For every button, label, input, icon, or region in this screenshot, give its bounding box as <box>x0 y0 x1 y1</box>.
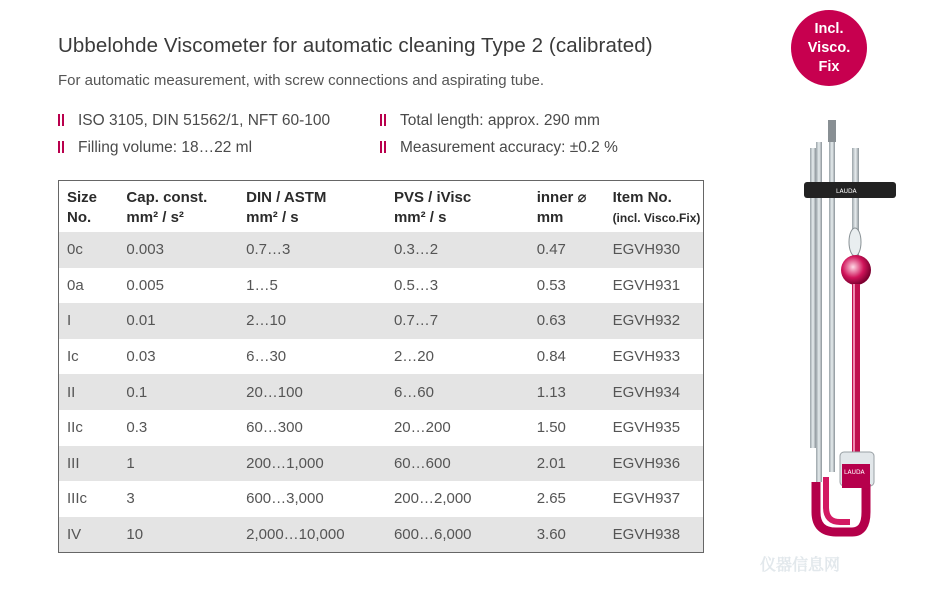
column-header-din-astm: DIN / ASTM mm² / s <box>238 181 386 233</box>
reservoir-label: LAUDA <box>844 469 865 476</box>
viscometer-size-table <box>58 180 704 553</box>
cell-size: III <box>59 446 119 482</box>
cell-inner-diameter: 0.63 <box>529 303 605 339</box>
cell-size: II <box>59 374 119 410</box>
table-row <box>59 446 704 482</box>
table-row <box>59 374 704 410</box>
page-title: Ubbelohde Viscometer for automatic cleaning Type 2 (calibrated) <box>58 34 653 57</box>
spec-item-filling-volume <box>58 139 252 157</box>
badge-line: Incl. <box>814 20 844 37</box>
bullet-marker-icon <box>58 141 64 153</box>
cell-din-astm: 60…300 <box>238 410 386 446</box>
bullet-marker-icon <box>380 114 386 126</box>
cell-pvs-ivisc: 0.7…7 <box>386 303 529 339</box>
cell-size: IIIc <box>59 481 119 517</box>
cell-inner-diameter: 3.60 <box>529 517 605 553</box>
spec-item-standards <box>58 112 330 130</box>
table-row <box>59 410 704 446</box>
cell-item-no: EGVH934 <box>605 374 704 410</box>
spec-text: ISO 3105, DIN 51562/1, NFT 60-100 <box>78 112 331 129</box>
table-row <box>59 481 704 517</box>
cell-cap-const: 0.005 <box>118 268 238 304</box>
table-row <box>59 517 704 553</box>
cell-din-astm: 6…30 <box>238 339 386 375</box>
cell-item-no: EGVH937 <box>605 481 704 517</box>
table-header-row <box>59 181 704 233</box>
cell-inner-diameter: 2.65 <box>529 481 605 517</box>
column-header-item-no: Item No. (incl. Visco.Fix) <box>605 181 704 233</box>
cell-cap-const: 0.3 <box>118 410 238 446</box>
cell-din-astm: 2,000…10,000 <box>238 517 386 553</box>
spec-text: Filling volume: 18…22 ml <box>78 139 253 156</box>
cell-pvs-ivisc: 0.3…2 <box>386 232 529 268</box>
bullet-marker-icon <box>58 114 64 126</box>
cell-item-no: EGVH932 <box>605 303 704 339</box>
column-header-size: Size No. <box>59 181 119 233</box>
cell-size: Ic <box>59 339 119 375</box>
cell-din-astm: 0.7…3 <box>238 232 386 268</box>
visco-fix-badge <box>791 10 867 86</box>
cell-din-astm: 2…10 <box>238 303 386 339</box>
cell-din-astm: 200…1,000 <box>238 446 386 482</box>
spec-item-total-length <box>380 112 600 130</box>
cell-inner-diameter: 0.84 <box>529 339 605 375</box>
cell-size: IIc <box>59 410 119 446</box>
bullet-marker-icon <box>380 141 386 153</box>
holder-label: LAUDA <box>836 188 857 195</box>
cell-pvs-ivisc: 2…20 <box>386 339 529 375</box>
cell-inner-diameter: 1.50 <box>529 410 605 446</box>
cell-pvs-ivisc: 6…60 <box>386 374 529 410</box>
viscometer-glass-icon <box>780 112 900 552</box>
page-subtitle: For automatic measurement, with screw connections and aspirating tube. <box>58 72 545 89</box>
cell-pvs-ivisc: 0.5…3 <box>386 268 529 304</box>
table-row <box>59 268 704 304</box>
watermark-text: 仪器信息网 <box>760 557 841 574</box>
cell-cap-const: 10 <box>118 517 238 553</box>
cell-inner-diameter: 2.01 <box>529 446 605 482</box>
table-row <box>59 339 704 375</box>
column-header-inner-diameter: inner ⌀ mm <box>529 181 605 233</box>
badge-line: Fix <box>818 58 840 75</box>
cell-item-no: EGVH931 <box>605 268 704 304</box>
column-header-cap-const: Cap. const. mm² / s² <box>118 181 238 233</box>
table-row <box>59 303 704 339</box>
cell-size: 0a <box>59 268 119 304</box>
cell-pvs-ivisc: 200…2,000 <box>386 481 529 517</box>
cell-cap-const: 1 <box>118 446 238 482</box>
spec-text: Measurement accuracy: ±0.2 % <box>400 139 618 156</box>
cell-item-no: EGVH933 <box>605 339 704 375</box>
cell-din-astm: 600…3,000 <box>238 481 386 517</box>
cell-inner-diameter: 1.13 <box>529 374 605 410</box>
cell-size: I <box>59 303 119 339</box>
cell-item-no: EGVH938 <box>605 517 704 553</box>
cell-pvs-ivisc: 600…6,000 <box>386 517 529 553</box>
cell-item-no: EGVH930 <box>605 232 704 268</box>
cell-din-astm: 20…100 <box>238 374 386 410</box>
cell-cap-const: 0.01 <box>118 303 238 339</box>
table-row <box>59 232 704 268</box>
badge-line: Visco. <box>807 39 851 56</box>
cell-pvs-ivisc: 20…200 <box>386 410 529 446</box>
cell-cap-const: 0.1 <box>118 374 238 410</box>
table-body <box>59 232 704 553</box>
cell-inner-diameter: 0.47 <box>529 232 605 268</box>
column-header-pvs-ivisc: PVS / iVisc mm² / s <box>386 181 529 233</box>
cell-item-no: EGVH935 <box>605 410 704 446</box>
cell-cap-const: 0.003 <box>118 232 238 268</box>
cell-item-no: EGVH936 <box>605 446 704 482</box>
cell-cap-const: 3 <box>118 481 238 517</box>
spec-item-accuracy <box>380 139 618 157</box>
cell-inner-diameter: 0.53 <box>529 268 605 304</box>
cell-cap-const: 0.03 <box>118 339 238 375</box>
spec-text: Total length: approx. 290 mm <box>400 112 600 129</box>
cell-din-astm: 1…5 <box>238 268 386 304</box>
cell-size: 0c <box>59 232 119 268</box>
cell-size: IV <box>59 517 119 553</box>
cell-pvs-ivisc: 60…600 <box>386 446 529 482</box>
